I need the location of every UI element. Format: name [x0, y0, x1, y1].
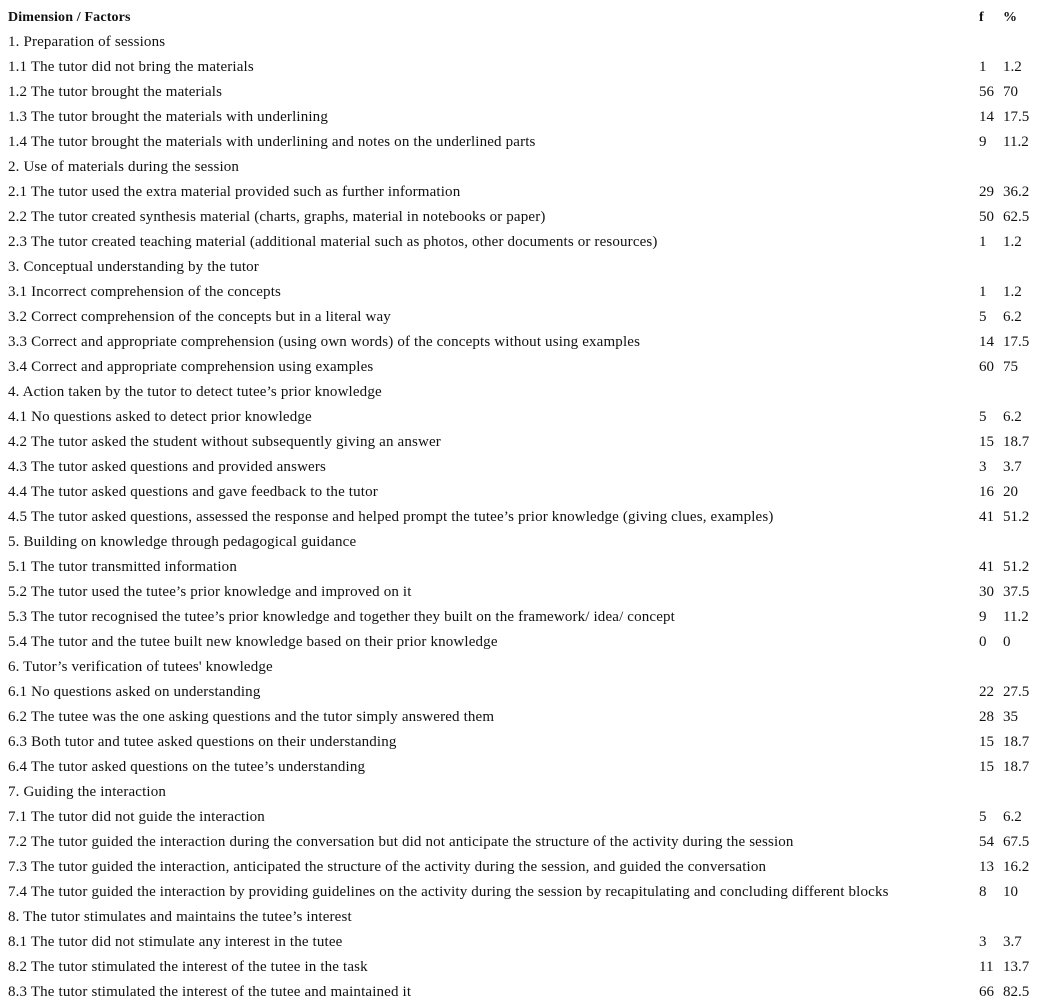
factor-row — [0, 205, 1044, 230]
frequency-value: 13 — [979, 859, 994, 875]
percent-value: 6.2 — [1003, 409, 1022, 425]
factor-row — [0, 880, 1044, 905]
frequency-value: 22 — [979, 684, 994, 700]
percent-value: 35 — [1003, 709, 1018, 725]
dimension-row — [0, 530, 1044, 555]
frequency-value: 15 — [979, 759, 994, 775]
factor-label: 2.3 The tutor created teaching material (additional material such as photos, other documents or resources) — [8, 234, 658, 250]
frequency-value: 15 — [979, 734, 994, 750]
dimension-label: 4. Action taken by the tutor to detect tutee’s prior knowledge — [8, 384, 382, 400]
frequency-value: 16 — [979, 484, 994, 500]
factor-label: 4.3 The tutor asked questions and provided answers — [8, 459, 326, 475]
factor-row — [0, 105, 1044, 130]
factor-label: 1.1 The tutor did not bring the materials — [8, 59, 254, 75]
factor-row — [0, 230, 1044, 255]
factor-row — [0, 755, 1044, 780]
factor-label: 3.3 Correct and appropriate comprehension (using own words) of the concepts without using examples — [8, 334, 641, 350]
frequency-value: 41 — [979, 559, 994, 575]
factor-label: 6.4 The tutor asked questions on the tutee’s understanding — [8, 759, 366, 775]
dimension-row — [0, 155, 1044, 180]
factor-label: 2.1 The tutor used the extra material provided such as further information — [8, 184, 461, 200]
percent-value: 37.5 — [1003, 584, 1030, 600]
factor-label: 3.4 Correct and appropriate comprehension using examples — [8, 359, 374, 375]
percent-value: 17.5 — [1003, 334, 1030, 350]
percent-value: 36.2 — [1003, 184, 1030, 200]
frequency-value: 30 — [979, 584, 994, 600]
percent-value: 82.5 — [1003, 984, 1030, 1000]
percent-value: 6.2 — [1003, 309, 1022, 325]
factor-label: 1.2 The tutor brought the materials — [8, 84, 223, 100]
factor-row — [0, 80, 1044, 105]
frequency-value: 3 — [979, 459, 987, 475]
dimension-label: 7. Guiding the interaction — [8, 784, 167, 800]
factor-label: 6.1 No questions asked on understanding — [8, 684, 261, 700]
percent-value: 51.2 — [1003, 509, 1030, 525]
percent-value: 11.2 — [1003, 134, 1029, 150]
factor-row — [0, 480, 1044, 505]
dimension-row — [0, 905, 1044, 930]
dimension-label: 2. Use of materials during the session — [8, 159, 240, 175]
percent-value: 1.2 — [1003, 59, 1022, 75]
factor-row — [0, 830, 1044, 855]
header-dimension-factors: Dimension / Factors — [8, 10, 131, 25]
factor-row — [0, 55, 1044, 80]
factor-row — [0, 805, 1044, 830]
factor-row — [0, 130, 1044, 155]
frequency-value: 14 — [979, 109, 994, 125]
factor-label: 7.4 The tutor guided the interaction by providing guidelines on the activity during the session by recapitulating and concluding different blocks — [8, 884, 889, 900]
factor-row — [0, 930, 1044, 955]
dimension-row — [0, 655, 1044, 680]
percent-value: 6.2 — [1003, 809, 1022, 825]
frequency-value: 1 — [979, 284, 987, 300]
frequency-value: 41 — [979, 509, 994, 525]
percent-value: 1.2 — [1003, 284, 1022, 300]
percent-value: 17.5 — [1003, 109, 1030, 125]
frequency-value: 15 — [979, 434, 994, 450]
percent-value: 11.2 — [1003, 609, 1029, 625]
frequency-value: 1 — [979, 59, 987, 75]
factor-row — [0, 305, 1044, 330]
factor-label: 4.2 The tutor asked the student without subsequently giving an answer — [8, 434, 441, 450]
dimension-row — [0, 780, 1044, 805]
factor-label: 8.2 The tutor stimulated the interest of the tutee in the task — [8, 959, 368, 975]
factor-label: 4.4 The tutor asked questions and gave feedback to the tutor — [8, 484, 378, 500]
frequency-value: 9 — [979, 609, 987, 625]
frequency-value: 60 — [979, 359, 994, 375]
factor-row — [0, 630, 1044, 655]
factor-row — [0, 430, 1044, 455]
factor-label: 2.2 The tutor created synthesis material (charts, graphs, material in notebooks or paper) — [8, 209, 546, 225]
factor-label: 8.3 The tutor stimulated the interest of the tutee and maintained it — [8, 984, 412, 1000]
percent-value: 18.7 — [1003, 734, 1030, 750]
frequency-value: 9 — [979, 134, 987, 150]
percent-value: 3.7 — [1003, 459, 1022, 475]
factor-label: 3.2 Correct comprehension of the concepts but in a literal way — [8, 309, 391, 325]
factor-row — [0, 555, 1044, 580]
factor-row — [0, 505, 1044, 530]
percent-value: 51.2 — [1003, 559, 1030, 575]
frequency-value: 1 — [979, 234, 987, 250]
factor-row — [0, 955, 1044, 980]
percent-value: 3.7 — [1003, 934, 1022, 950]
percent-value: 0 — [1003, 634, 1011, 650]
percent-value: 20 — [1003, 484, 1018, 500]
factor-label: 6.2 The tutee was the one asking questions and the tutor simply answered them — [8, 709, 495, 725]
factor-row — [0, 280, 1044, 305]
percent-value: 75 — [1003, 359, 1018, 375]
factor-label: 5.3 The tutor recognised the tutee’s prior knowledge and together they built on the framework/ idea/ concept — [8, 609, 675, 625]
factor-label: 4.5 The tutor asked questions, assessed the response and helped prompt the tutee’s prior knowledge (giving clues, examples) — [8, 509, 774, 525]
dimension-row — [0, 380, 1044, 405]
frequency-value: 3 — [979, 934, 987, 950]
factor-row — [0, 980, 1044, 1005]
factor-row — [0, 680, 1044, 705]
factor-row — [0, 330, 1044, 355]
percent-value: 27.5 — [1003, 684, 1030, 700]
percent-value: 13.7 — [1003, 959, 1030, 975]
header-percent: % — [1003, 10, 1017, 25]
frequency-value: 5 — [979, 809, 987, 825]
dimension-row — [0, 255, 1044, 280]
percent-value: 16.2 — [1003, 859, 1030, 875]
frequency-value: 14 — [979, 334, 994, 350]
factor-label: 5.4 The tutor and the tutee built new knowledge based on their prior knowledge — [8, 634, 498, 650]
factor-label: 6.3 Both tutor and tutee asked questions on their understanding — [8, 734, 397, 750]
dimension-row — [0, 30, 1044, 55]
dimension-label: 6. Tutor’s verification of tutees' knowledge — [8, 659, 273, 675]
factor-label: 5.1 The tutor transmitted information — [8, 559, 237, 575]
factor-row — [0, 355, 1044, 380]
frequency-value: 54 — [979, 834, 994, 850]
factor-row — [0, 405, 1044, 430]
dimension-label: 8. The tutor stimulates and maintains the tutee’s interest — [8, 909, 352, 925]
frequency-value: 28 — [979, 709, 994, 725]
header-frequency: f — [979, 10, 984, 25]
percent-value: 10 — [1003, 884, 1018, 900]
frequency-value: 56 — [979, 84, 994, 100]
factor-row — [0, 730, 1044, 755]
frequency-value: 8 — [979, 884, 987, 900]
factor-label: 7.3 The tutor guided the interaction, anticipated the structure of the activity during the session, and guided the conversation — [8, 859, 767, 875]
frequency-value: 50 — [979, 209, 994, 225]
frequency-value: 11 — [979, 959, 994, 975]
factor-row — [0, 605, 1044, 630]
dimension-label: 5. Building on knowledge through pedagogical guidance — [8, 534, 357, 550]
dimension-label: 1. Preparation of sessions — [8, 34, 166, 50]
frequency-value: 66 — [979, 984, 994, 1000]
percent-value: 18.7 — [1003, 434, 1030, 450]
factor-label: 5.2 The tutor used the tutee’s prior knowledge and improved on it — [8, 584, 412, 600]
table-header-row — [0, 5, 1044, 30]
factor-row — [0, 180, 1044, 205]
percent-value: 67.5 — [1003, 834, 1030, 850]
percent-value: 18.7 — [1003, 759, 1030, 775]
frequency-value: 5 — [979, 309, 987, 325]
percent-value: 70 — [1003, 84, 1018, 100]
factor-row — [0, 855, 1044, 880]
percent-value: 62.5 — [1003, 209, 1030, 225]
factor-label: 4.1 No questions asked to detect prior knowledge — [8, 409, 312, 425]
frequency-value: 29 — [979, 184, 994, 200]
factor-label: 8.1 The tutor did not stimulate any interest in the tutee — [8, 934, 343, 950]
factor-label: 3.1 Incorrect comprehension of the concepts — [8, 284, 282, 300]
frequency-value: 5 — [979, 409, 987, 425]
factor-row — [0, 705, 1044, 730]
factor-row — [0, 455, 1044, 480]
factor-row — [0, 580, 1044, 605]
factor-label: 7.1 The tutor did not guide the interaction — [8, 809, 265, 825]
factor-label: 1.3 The tutor brought the materials with underlining — [8, 109, 328, 125]
factor-label: 1.4 The tutor brought the materials with underlining and notes on the underlined parts — [8, 134, 536, 150]
dimension-label: 3. Conceptual understanding by the tutor — [8, 259, 259, 275]
percent-value: 1.2 — [1003, 234, 1022, 250]
factor-label: 7.2 The tutor guided the interaction during the conversation but did not anticipate the structure of the activity during the session — [8, 834, 794, 850]
frequency-value: 0 — [979, 634, 987, 650]
